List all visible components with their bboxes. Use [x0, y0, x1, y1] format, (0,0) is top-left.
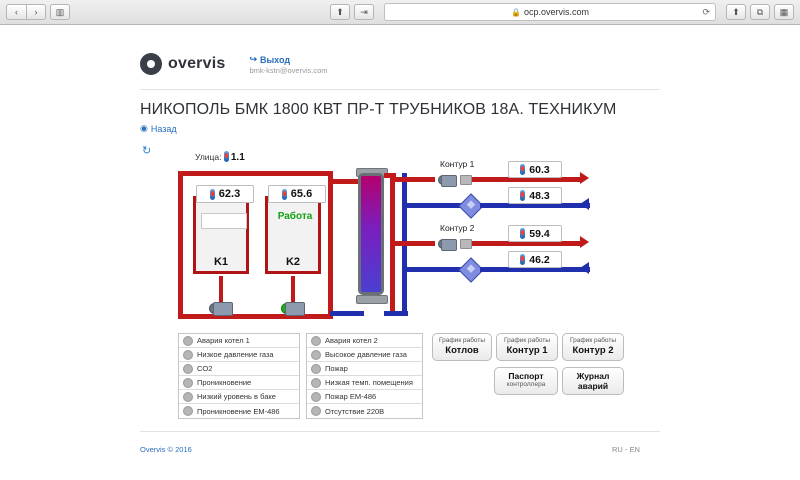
nav-buttons — [6, 4, 46, 20]
boiler-k1[interactable] — [193, 188, 249, 274]
circuit-2-label: Контур 2 — [440, 223, 475, 233]
circuit-2-return-temp — [508, 251, 562, 268]
tank-cap-bottom — [356, 295, 388, 304]
logout-label: Выход — [260, 54, 291, 65]
alarm-label: Отсутствие 220В — [325, 406, 385, 416]
logout-icon: ↪ — [249, 54, 257, 64]
status-led-icon — [311, 336, 321, 346]
button-controller-passport-line2: контроллера — [506, 381, 546, 388]
back-label: Назад — [150, 123, 177, 134]
share-icon[interactable]: ⬆ — [330, 4, 350, 20]
alarm-row — [307, 348, 422, 362]
alarm-row — [179, 348, 299, 362]
footer-copyright[interactable]: Overvis © 2016 — [140, 445, 192, 454]
arrow-c1-return — [580, 198, 589, 210]
lock-icon: 🔒 — [511, 7, 521, 17]
status-led-icon — [311, 392, 321, 402]
alarm-label: Проникновение — [197, 378, 252, 387]
pipe-c1-supply-in — [395, 177, 435, 182]
circuit-2-return-temp-value: 46.2 — [529, 253, 550, 266]
alarm-label: Низкая темп. помещения — [325, 378, 413, 387]
status-led-icon — [183, 378, 193, 388]
alarm-row — [179, 390, 299, 404]
boiler-k1-label: K1 — [213, 256, 229, 268]
thermometer-icon — [520, 228, 525, 239]
alarm-label: Пожар — [325, 364, 348, 373]
circuit-1-label: Контур 1 — [440, 159, 475, 169]
alarm-row — [179, 404, 299, 418]
language-switcher — [612, 445, 640, 454]
alarm-row — [307, 404, 422, 418]
forward-button[interactable]: › — [26, 4, 46, 20]
status-led-icon — [183, 336, 193, 346]
arrow-c2-return — [580, 262, 589, 274]
back-button[interactable]: ‹ — [6, 4, 26, 20]
status-led-icon — [311, 406, 321, 416]
status-led-icon — [311, 364, 321, 374]
circuit-2-fitting — [460, 239, 472, 249]
status-led-icon — [311, 378, 321, 388]
button-circuit2-chart-caption: График работы — [569, 337, 617, 344]
alarm-row — [307, 376, 422, 390]
alarm-label: Высокое давление газа — [325, 350, 407, 359]
alarm-label: Авария котел 1 — [197, 336, 250, 345]
sidebar-icon[interactable]: ▥ — [50, 4, 70, 20]
thermometer-icon — [520, 164, 525, 175]
lang-ru[interactable]: RU — [612, 445, 623, 454]
lang-separator: - — [622, 445, 630, 454]
button-alarm-journal-line2: аварий — [577, 381, 609, 391]
back-link[interactable] — [140, 123, 177, 134]
refresh-icon[interactable]: ↻ — [142, 145, 152, 157]
toolbar-right — [726, 4, 794, 20]
alarm-label: Авария котел 2 — [325, 336, 378, 345]
pump-k2[interactable] — [281, 302, 303, 316]
footer-divider — [140, 431, 660, 432]
user-email: bmk-kstn@overvis.com — [249, 66, 328, 75]
thermometer-icon — [282, 189, 287, 200]
browser-toolbar — [0, 0, 800, 25]
button-boilers-chart-caption: График работы — [438, 337, 486, 344]
street-value: 1.1 — [230, 152, 245, 163]
alarm-row — [307, 390, 422, 404]
back-arrow-icon: ◉ — [140, 123, 148, 133]
circuit-1-supply-temp — [508, 161, 562, 178]
alarm-label: Низкое давление газа — [197, 350, 274, 359]
alarm-row — [179, 376, 299, 390]
alarm-column-right — [306, 333, 423, 419]
boiler-k2-temp-value: 65.6 — [290, 188, 313, 200]
street-temperature — [195, 151, 245, 163]
street-label: Улица: — [195, 152, 222, 162]
circuit-1-supply-temp-value: 60.3 — [529, 163, 550, 176]
pipe-k1-down — [219, 276, 223, 304]
pump-k1-body — [213, 302, 233, 316]
overvis-logo[interactable] — [140, 53, 225, 75]
thermometer-icon — [520, 254, 525, 265]
button-alarm-journal-line1: Журнал — [576, 371, 610, 381]
button-circuit2-chart[interactable] — [562, 333, 624, 361]
boiler-k2[interactable] — [265, 188, 321, 274]
arrow-c1-supply — [580, 172, 589, 184]
button-boilers-chart[interactable] — [432, 333, 492, 361]
logout-link[interactable] — [249, 54, 327, 65]
reload-icon[interactable]: ⟳ — [702, 6, 710, 17]
button-circuit1-chart[interactable] — [496, 333, 558, 361]
circuit-1-valve[interactable] — [438, 173, 456, 187]
page-viewport — [0, 25, 800, 480]
tab-overview-icon[interactable]: ⇥ — [354, 4, 374, 20]
page-content — [0, 25, 800, 480]
brand-name: overvis — [168, 55, 226, 72]
status-led-icon — [183, 406, 193, 416]
download-icon[interactable]: ⬆ — [726, 4, 746, 20]
alarm-label: CO2 — [197, 364, 213, 373]
boiler-k2-status: Работа — [277, 211, 313, 222]
boiler-k1-temp — [196, 185, 254, 203]
arrow-c2-supply — [580, 236, 589, 248]
pipe-house-to-tank-bottom — [330, 311, 364, 316]
alarm-row — [307, 362, 422, 376]
circuit-2-supply-temp — [508, 225, 562, 242]
alarm-row — [179, 334, 299, 348]
circuit-2-valve-body — [441, 239, 457, 251]
alarm-label: Низкий уровень в баке — [197, 392, 276, 401]
alarm-column-left — [178, 333, 300, 419]
boiler-k2-temp — [268, 185, 326, 203]
address-bar[interactable] — [384, 3, 716, 21]
accumulator-tank — [358, 173, 384, 295]
pipe-tank-bottom-blue — [384, 311, 408, 316]
alarm-label: Проникновение EM-486 — [197, 406, 280, 416]
new-tab-icon[interactable]: ▦ — [774, 4, 794, 20]
alarm-row — [307, 334, 422, 348]
status-led-icon — [183, 392, 193, 402]
url-text: ocp.overvis.com — [523, 7, 589, 17]
circuit-1-return-temp-value: 48.3 — [529, 189, 550, 202]
circuit-2-valve[interactable] — [438, 237, 456, 251]
button-alarm-journal[interactable] — [562, 367, 624, 395]
status-led-icon — [183, 364, 193, 374]
alarm-panel — [178, 333, 423, 419]
logo-mark-icon — [140, 53, 162, 75]
status-led-icon — [311, 350, 321, 360]
pump-k2-body — [285, 302, 305, 316]
boiler-house — [178, 171, 333, 319]
boiler-k1-temp-value: 62.3 — [218, 188, 241, 200]
button-controller-passport-line1: Паспорт — [508, 371, 544, 381]
circuit-1-return-temp — [508, 187, 562, 204]
user-box — [249, 53, 327, 75]
thermometer-icon — [224, 151, 229, 162]
boiler-k1-display — [201, 213, 247, 229]
status-led-icon — [183, 350, 193, 360]
pipe-k2-down — [291, 276, 295, 304]
thermometer-icon — [210, 189, 215, 200]
button-controller-passport[interactable] — [494, 367, 558, 395]
boiler-k2-label: K2 — [285, 256, 301, 268]
mnemonic-scheme — [140, 151, 670, 331]
button-boilers-chart-label: Котлов — [445, 345, 479, 356]
circuit-1-fitting — [460, 175, 472, 185]
alarm-label: Пожар EM-486 — [325, 392, 377, 401]
circuit-1-valve-body — [441, 175, 457, 187]
pipe-c2-supply-in — [395, 241, 435, 246]
thermometer-icon — [520, 190, 525, 201]
page-title: НИКОПОЛЬ БМК 1800 КВТ ПР-Т ТРУБНИКОВ 18А. ТЕХНИКУМ — [140, 101, 617, 118]
lang-en[interactable]: EN — [629, 445, 640, 454]
circuit-2-supply-temp-value: 59.4 — [529, 227, 550, 240]
button-circuit1-chart-label: Контур 1 — [506, 345, 548, 356]
button-circuit1-chart-caption: График работы — [503, 337, 551, 344]
copy-icon[interactable]: ⧉ — [750, 4, 770, 20]
header-divider — [140, 89, 660, 90]
pump-k1[interactable] — [209, 302, 231, 316]
button-circuit2-chart-label: Контур 2 — [572, 345, 614, 356]
alarm-row — [179, 362, 299, 376]
site-header — [140, 53, 328, 75]
